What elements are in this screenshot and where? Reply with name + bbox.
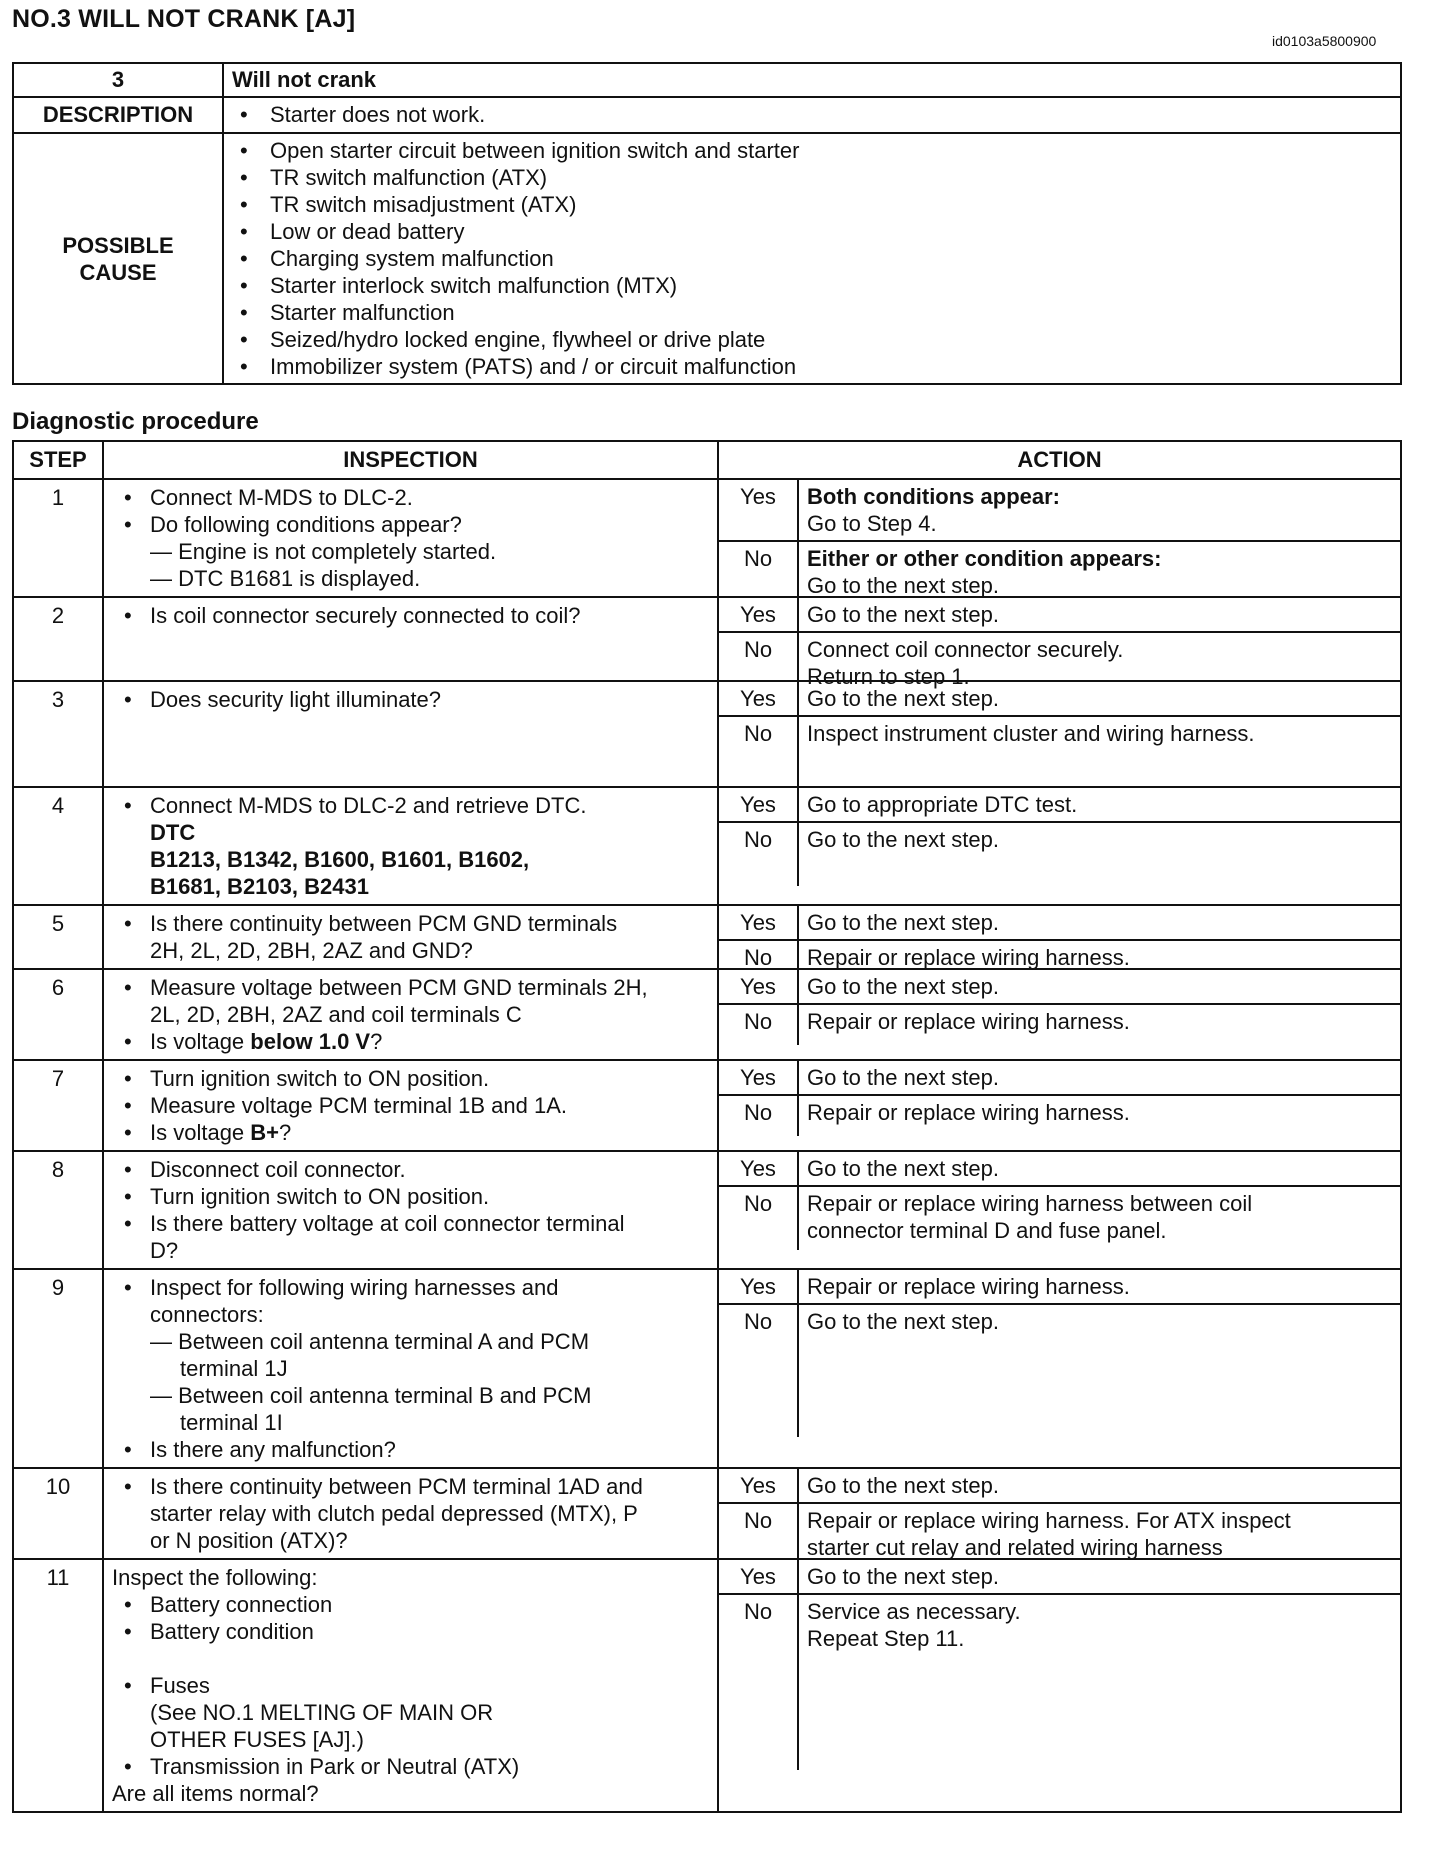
inspection-bullet: • Connect M-MDS to DLC-2 and retrieve DTC. xyxy=(112,792,709,819)
step-inspection xyxy=(103,787,718,905)
section-title: Diagnostic procedure xyxy=(12,408,259,435)
step-row xyxy=(13,969,1401,1060)
step-inspection xyxy=(103,681,718,787)
inspection-bullet: • Battery connection xyxy=(112,1591,709,1618)
possible-cause-label-line2: CAUSE xyxy=(79,259,157,285)
description-label: DESCRIPTION xyxy=(13,97,223,133)
inspection-bullet: • Turn ignition switch to ON position. xyxy=(112,1183,709,1210)
no-label: No xyxy=(719,717,799,786)
yes-no-group xyxy=(719,1270,1400,1437)
no-action-text: Go to the next step. xyxy=(807,573,1000,598)
possible-cause-cell xyxy=(223,133,1401,384)
yes-action xyxy=(799,682,1400,715)
step-number: 10 xyxy=(13,1468,103,1559)
yes-row xyxy=(719,906,1400,941)
yes-action-text: Go to appropriate DTC test. xyxy=(807,792,1078,817)
yes-no-group xyxy=(719,970,1400,1045)
no-label: No xyxy=(719,941,799,974)
yes-action-text: Go to the next step. xyxy=(807,686,1000,711)
inspection-dtc-codes: B1213, B1342, B1600, B1601, B1602, xyxy=(150,847,530,872)
possible-cause-list xyxy=(224,134,1400,383)
yes-no-group xyxy=(719,788,1400,886)
step-number: 5 xyxy=(13,905,103,969)
yes-row xyxy=(719,1469,1400,1504)
no-action xyxy=(799,823,1400,886)
inspection-continuation: D? xyxy=(150,1238,179,1263)
inspection-bullet: • Transmission in Park or Neutral (ATX) xyxy=(112,1753,709,1780)
no-label: No xyxy=(719,1096,799,1136)
description-item: • Starter does not work. xyxy=(232,101,1400,128)
yes-label: Yes xyxy=(719,598,799,631)
yes-row xyxy=(719,1152,1400,1187)
yes-action-text: Go to the next step. xyxy=(807,1564,1000,1589)
no-action-text-2: Return to step 1. xyxy=(807,664,970,689)
yes-no-group xyxy=(719,1152,1400,1250)
no-action xyxy=(799,542,1400,602)
step-action xyxy=(718,1559,1401,1812)
yes-row xyxy=(719,970,1400,1005)
inspection-continuation: 2H, 2L, 2D, 2BH, 2AZ and GND? xyxy=(150,938,473,963)
yes-action-text: Go to Step 4. xyxy=(807,511,937,536)
yes-row xyxy=(719,1270,1400,1305)
no-action xyxy=(799,1305,1400,1437)
step-inspection xyxy=(103,905,718,969)
inspection-bullet: • Fuses xyxy=(112,1672,709,1699)
column-header-action: ACTION xyxy=(718,441,1401,479)
inspection-bullet: • Is there any malfunction? xyxy=(112,1436,709,1463)
no-label: No xyxy=(719,1595,799,1770)
yes-no-group xyxy=(719,1469,1400,1560)
possible-cause-item: • Open starter circuit between ignition switch and starter xyxy=(232,137,1400,164)
step-row xyxy=(13,479,1401,597)
yes-action-text: Go to the next step. xyxy=(807,910,1000,935)
document-id: id0103a5800900 xyxy=(1272,33,1377,49)
yes-label: Yes xyxy=(719,906,799,939)
inspection-bullet: • Is there battery voltage at coil connector terminal xyxy=(112,1210,709,1237)
yes-label: Yes xyxy=(719,480,799,540)
inspection-bullet: • Measure voltage PCM terminal 1B and 1A. xyxy=(112,1092,709,1119)
diagnostic-procedure-table xyxy=(12,440,1402,1813)
possible-cause-label-line1: POSSIBLE xyxy=(62,232,174,258)
no-action-text: Repair or replace wiring harness. xyxy=(807,1009,1130,1034)
inspection-emphasis: below 1.0 V xyxy=(250,1029,371,1054)
yes-action xyxy=(799,1270,1400,1303)
step-inspection xyxy=(103,969,718,1060)
step-action xyxy=(718,597,1401,689)
inspection-line: Inspect the following: xyxy=(112,1565,318,1590)
no-action xyxy=(799,717,1400,786)
step-inspection xyxy=(103,597,718,681)
yes-row xyxy=(719,682,1400,717)
step-inspection xyxy=(103,1269,718,1468)
no-action xyxy=(799,1187,1400,1250)
no-label: No xyxy=(719,823,799,886)
inspection-bullet: • Battery condition xyxy=(112,1618,709,1645)
yes-label: Yes xyxy=(719,682,799,715)
inspection-bullet xyxy=(112,1028,709,1055)
no-action xyxy=(799,1005,1400,1045)
yes-action xyxy=(799,788,1400,821)
no-action xyxy=(799,1504,1400,1564)
no-action-text: Repair or replace wiring harness between coil xyxy=(807,1191,1253,1216)
yes-label: Yes xyxy=(719,1152,799,1185)
no-row xyxy=(719,542,1400,602)
inspection-bullet: • Inspect for following wiring harnesses and xyxy=(112,1274,709,1301)
step-row xyxy=(13,787,1401,905)
step-number: 4 xyxy=(13,787,103,905)
inspection-continuation: or N position (ATX)? xyxy=(150,1528,348,1553)
yes-no-group xyxy=(719,906,1400,970)
inspection-subitem: — Between coil antenna terminal B and PCM xyxy=(150,1383,592,1408)
step-number: 9 xyxy=(13,1269,103,1468)
yes-row xyxy=(719,1560,1400,1595)
step-action xyxy=(718,787,1401,905)
symptom-header-row xyxy=(13,63,1401,97)
inspection-text: Is voltage xyxy=(150,1029,251,1054)
step-number: 11 xyxy=(13,1559,103,1812)
inspection-dtc-codes: DTC xyxy=(150,820,196,845)
step-action xyxy=(718,1060,1401,1151)
step-action xyxy=(718,1468,1401,1559)
yes-action-text: Go to the next step. xyxy=(807,602,1000,627)
step-row xyxy=(13,1559,1401,1812)
description-row xyxy=(13,97,1401,133)
inspection-bullet: • Is there continuity between PCM terminal 1AD and xyxy=(112,1473,709,1500)
no-label: No xyxy=(719,542,799,602)
inspection-text-suffix: ? xyxy=(370,1029,383,1054)
step-inspection xyxy=(103,479,718,597)
inspection-continuation: starter relay with clutch pedal depressed (MTX), P xyxy=(150,1501,638,1526)
column-header-step: STEP xyxy=(13,441,103,479)
possible-cause-item: • Starter malfunction xyxy=(232,299,1400,326)
symptom-table xyxy=(12,62,1402,385)
step-action xyxy=(718,479,1401,597)
yes-label: Yes xyxy=(719,788,799,821)
inspection-text-suffix: ? xyxy=(279,1120,292,1145)
inspection-bullet: • Do following conditions appear? xyxy=(112,511,709,538)
step-row xyxy=(13,905,1401,969)
step-row xyxy=(13,1151,1401,1269)
yes-action-text: Go to the next step. xyxy=(807,974,1000,999)
yes-action-text: Go to the next step. xyxy=(807,1156,1000,1181)
step-action xyxy=(718,681,1401,787)
inspection-bullet: • Connect M-MDS to DLC-2. xyxy=(112,484,709,511)
step-inspection xyxy=(103,1060,718,1151)
no-label: No xyxy=(719,1005,799,1045)
yes-no-group xyxy=(719,480,1400,598)
no-row xyxy=(719,1005,1400,1045)
inspection-bullet: • Measure voltage between PCM GND terminals 2H, xyxy=(112,974,709,1001)
step-action xyxy=(718,1151,1401,1269)
yes-label: Yes xyxy=(719,970,799,1003)
step-row xyxy=(13,681,1401,787)
no-action-text: Inspect instrument cluster and wiring harness. xyxy=(807,721,1255,746)
yes-row xyxy=(719,598,1400,633)
possible-cause-item: • Starter interlock switch malfunction (MTX) xyxy=(232,272,1400,299)
inspection-subitem: — DTC B1681 is displayed. xyxy=(150,566,421,591)
step-inspection xyxy=(103,1151,718,1269)
inspection-bullet: • Does security light illuminate? xyxy=(112,686,709,713)
possible-cause-item: • TR switch malfunction (ATX) xyxy=(232,164,1400,191)
yes-action xyxy=(799,906,1400,939)
no-action-text-2: starter cut relay and related wiring harness xyxy=(807,1535,1223,1560)
column-header-inspection: INSPECTION xyxy=(103,441,718,479)
inspection-continuation: connectors: xyxy=(150,1302,264,1327)
no-action xyxy=(799,1096,1400,1136)
yes-action-condition: Both conditions appear: xyxy=(807,484,1060,509)
yes-action xyxy=(799,1469,1400,1502)
no-action-text: Go to the next step. xyxy=(807,827,1000,852)
possible-cause-label xyxy=(13,133,223,384)
inspection-subitem: — Engine is not completely started. xyxy=(150,539,497,564)
inspection-bullet: • Disconnect coil connector. xyxy=(112,1156,709,1183)
yes-action xyxy=(799,480,1400,540)
yes-action xyxy=(799,1152,1400,1185)
yes-label: Yes xyxy=(719,1270,799,1303)
yes-action-text: Go to the next step. xyxy=(807,1065,1000,1090)
possible-cause-item: • Charging system malfunction xyxy=(232,245,1400,272)
no-label: No xyxy=(719,1305,799,1437)
possible-cause-item: • TR switch misadjustment (ATX) xyxy=(232,191,1400,218)
no-row xyxy=(719,717,1400,786)
inspection-continuation: 2L, 2D, 2BH, 2AZ and coil terminals C xyxy=(150,1002,522,1027)
symptom-number: 3 xyxy=(13,63,223,97)
inspection-continuation: (See NO.1 MELTING OF MAIN OR xyxy=(150,1700,494,1725)
yes-action xyxy=(799,598,1400,631)
step-row xyxy=(13,597,1401,681)
step-number: 1 xyxy=(13,479,103,597)
yes-label: Yes xyxy=(719,1560,799,1593)
no-action-text-2: Repeat Step 11. xyxy=(807,1626,965,1651)
no-label: No xyxy=(719,1187,799,1250)
step-inspection xyxy=(103,1559,718,1812)
yes-action xyxy=(799,970,1400,1003)
no-action-text: Go to the next step. xyxy=(807,1309,1000,1334)
step-row xyxy=(13,1269,1401,1468)
symptom-name: Will not crank xyxy=(223,63,1401,97)
description-cell xyxy=(223,97,1401,133)
no-action xyxy=(799,1595,1400,1770)
yes-row xyxy=(719,480,1400,542)
page-title: NO.3 WILL NOT CRANK [AJ] xyxy=(12,5,356,33)
yes-no-group xyxy=(719,1560,1400,1770)
step-number: 8 xyxy=(13,1151,103,1269)
yes-row xyxy=(719,788,1400,823)
no-row xyxy=(719,1305,1400,1437)
step-action xyxy=(718,969,1401,1060)
no-action-condition: Either or other condition appears: xyxy=(807,546,1162,571)
inspection-dtc-codes: B1681, B2103, B2431 xyxy=(150,874,369,899)
possible-cause-item: • Immobilizer system (PATS) and / or circuit malfunction xyxy=(232,353,1400,380)
no-row xyxy=(719,1504,1400,1564)
inspection-line: Are all items normal? xyxy=(112,1781,319,1806)
inspection-text: Is voltage xyxy=(150,1120,251,1145)
step-number: 7 xyxy=(13,1060,103,1151)
yes-label: Yes xyxy=(719,1469,799,1502)
inspection-bullet: • Is coil connector securely connected to coil? xyxy=(112,602,709,629)
step-inspection xyxy=(103,1468,718,1559)
inspection-emphasis: B+ xyxy=(250,1120,280,1145)
yes-no-group xyxy=(719,682,1400,786)
no-row xyxy=(719,1096,1400,1136)
inspection-bullet: • Is there continuity between PCM GND terminals xyxy=(112,910,709,937)
no-row xyxy=(719,1595,1400,1770)
no-row xyxy=(719,1187,1400,1250)
no-action-text-2: connector terminal D and fuse panel. xyxy=(807,1218,1167,1243)
no-action-text: Repair or replace wiring harness. xyxy=(807,945,1130,970)
no-action-text: Service as necessary. xyxy=(807,1599,1021,1624)
step-row xyxy=(13,1060,1401,1151)
yes-no-group xyxy=(719,1061,1400,1136)
yes-action-text: Go to the next step. xyxy=(807,1473,1000,1498)
possible-cause-row xyxy=(13,133,1401,384)
no-action-text: Repair or replace wiring harness. For ATX inspect xyxy=(807,1508,1291,1533)
inspection-subitem: — Between coil antenna terminal A and PCM xyxy=(150,1329,590,1354)
no-label: No xyxy=(719,1504,799,1564)
yes-row xyxy=(719,1061,1400,1096)
no-action-text: Repair or replace wiring harness. xyxy=(807,1100,1130,1125)
step-number: 2 xyxy=(13,597,103,681)
step-row xyxy=(13,1468,1401,1559)
yes-action xyxy=(799,1560,1400,1593)
inspection-bullet xyxy=(112,1119,709,1146)
yes-action xyxy=(799,1061,1400,1094)
no-label: No xyxy=(719,633,799,693)
yes-action-text: Repair or replace wiring harness. xyxy=(807,1274,1130,1299)
no-row xyxy=(719,823,1400,886)
inspection-continuation: OTHER FUSES [AJ].) xyxy=(150,1727,364,1752)
step-number: 3 xyxy=(13,681,103,787)
step-number: 6 xyxy=(13,969,103,1060)
possible-cause-item: • Seized/hydro locked engine, flywheel or drive plate xyxy=(232,326,1400,353)
no-action-text: Connect coil connector securely. xyxy=(807,637,1124,662)
inspection-spacer xyxy=(112,1645,709,1672)
inspection-subitem-continuation: terminal 1J xyxy=(180,1356,288,1381)
procedure-header-row xyxy=(13,441,1401,479)
yes-no-group xyxy=(719,598,1400,689)
inspection-bullet: • Turn ignition switch to ON position. xyxy=(112,1065,709,1092)
possible-cause-item: • Low or dead battery xyxy=(232,218,1400,245)
procedure-steps xyxy=(13,479,1401,1812)
inspection-subitem-continuation: terminal 1I xyxy=(180,1410,283,1435)
step-action xyxy=(718,1269,1401,1468)
yes-label: Yes xyxy=(719,1061,799,1094)
step-action xyxy=(718,905,1401,969)
